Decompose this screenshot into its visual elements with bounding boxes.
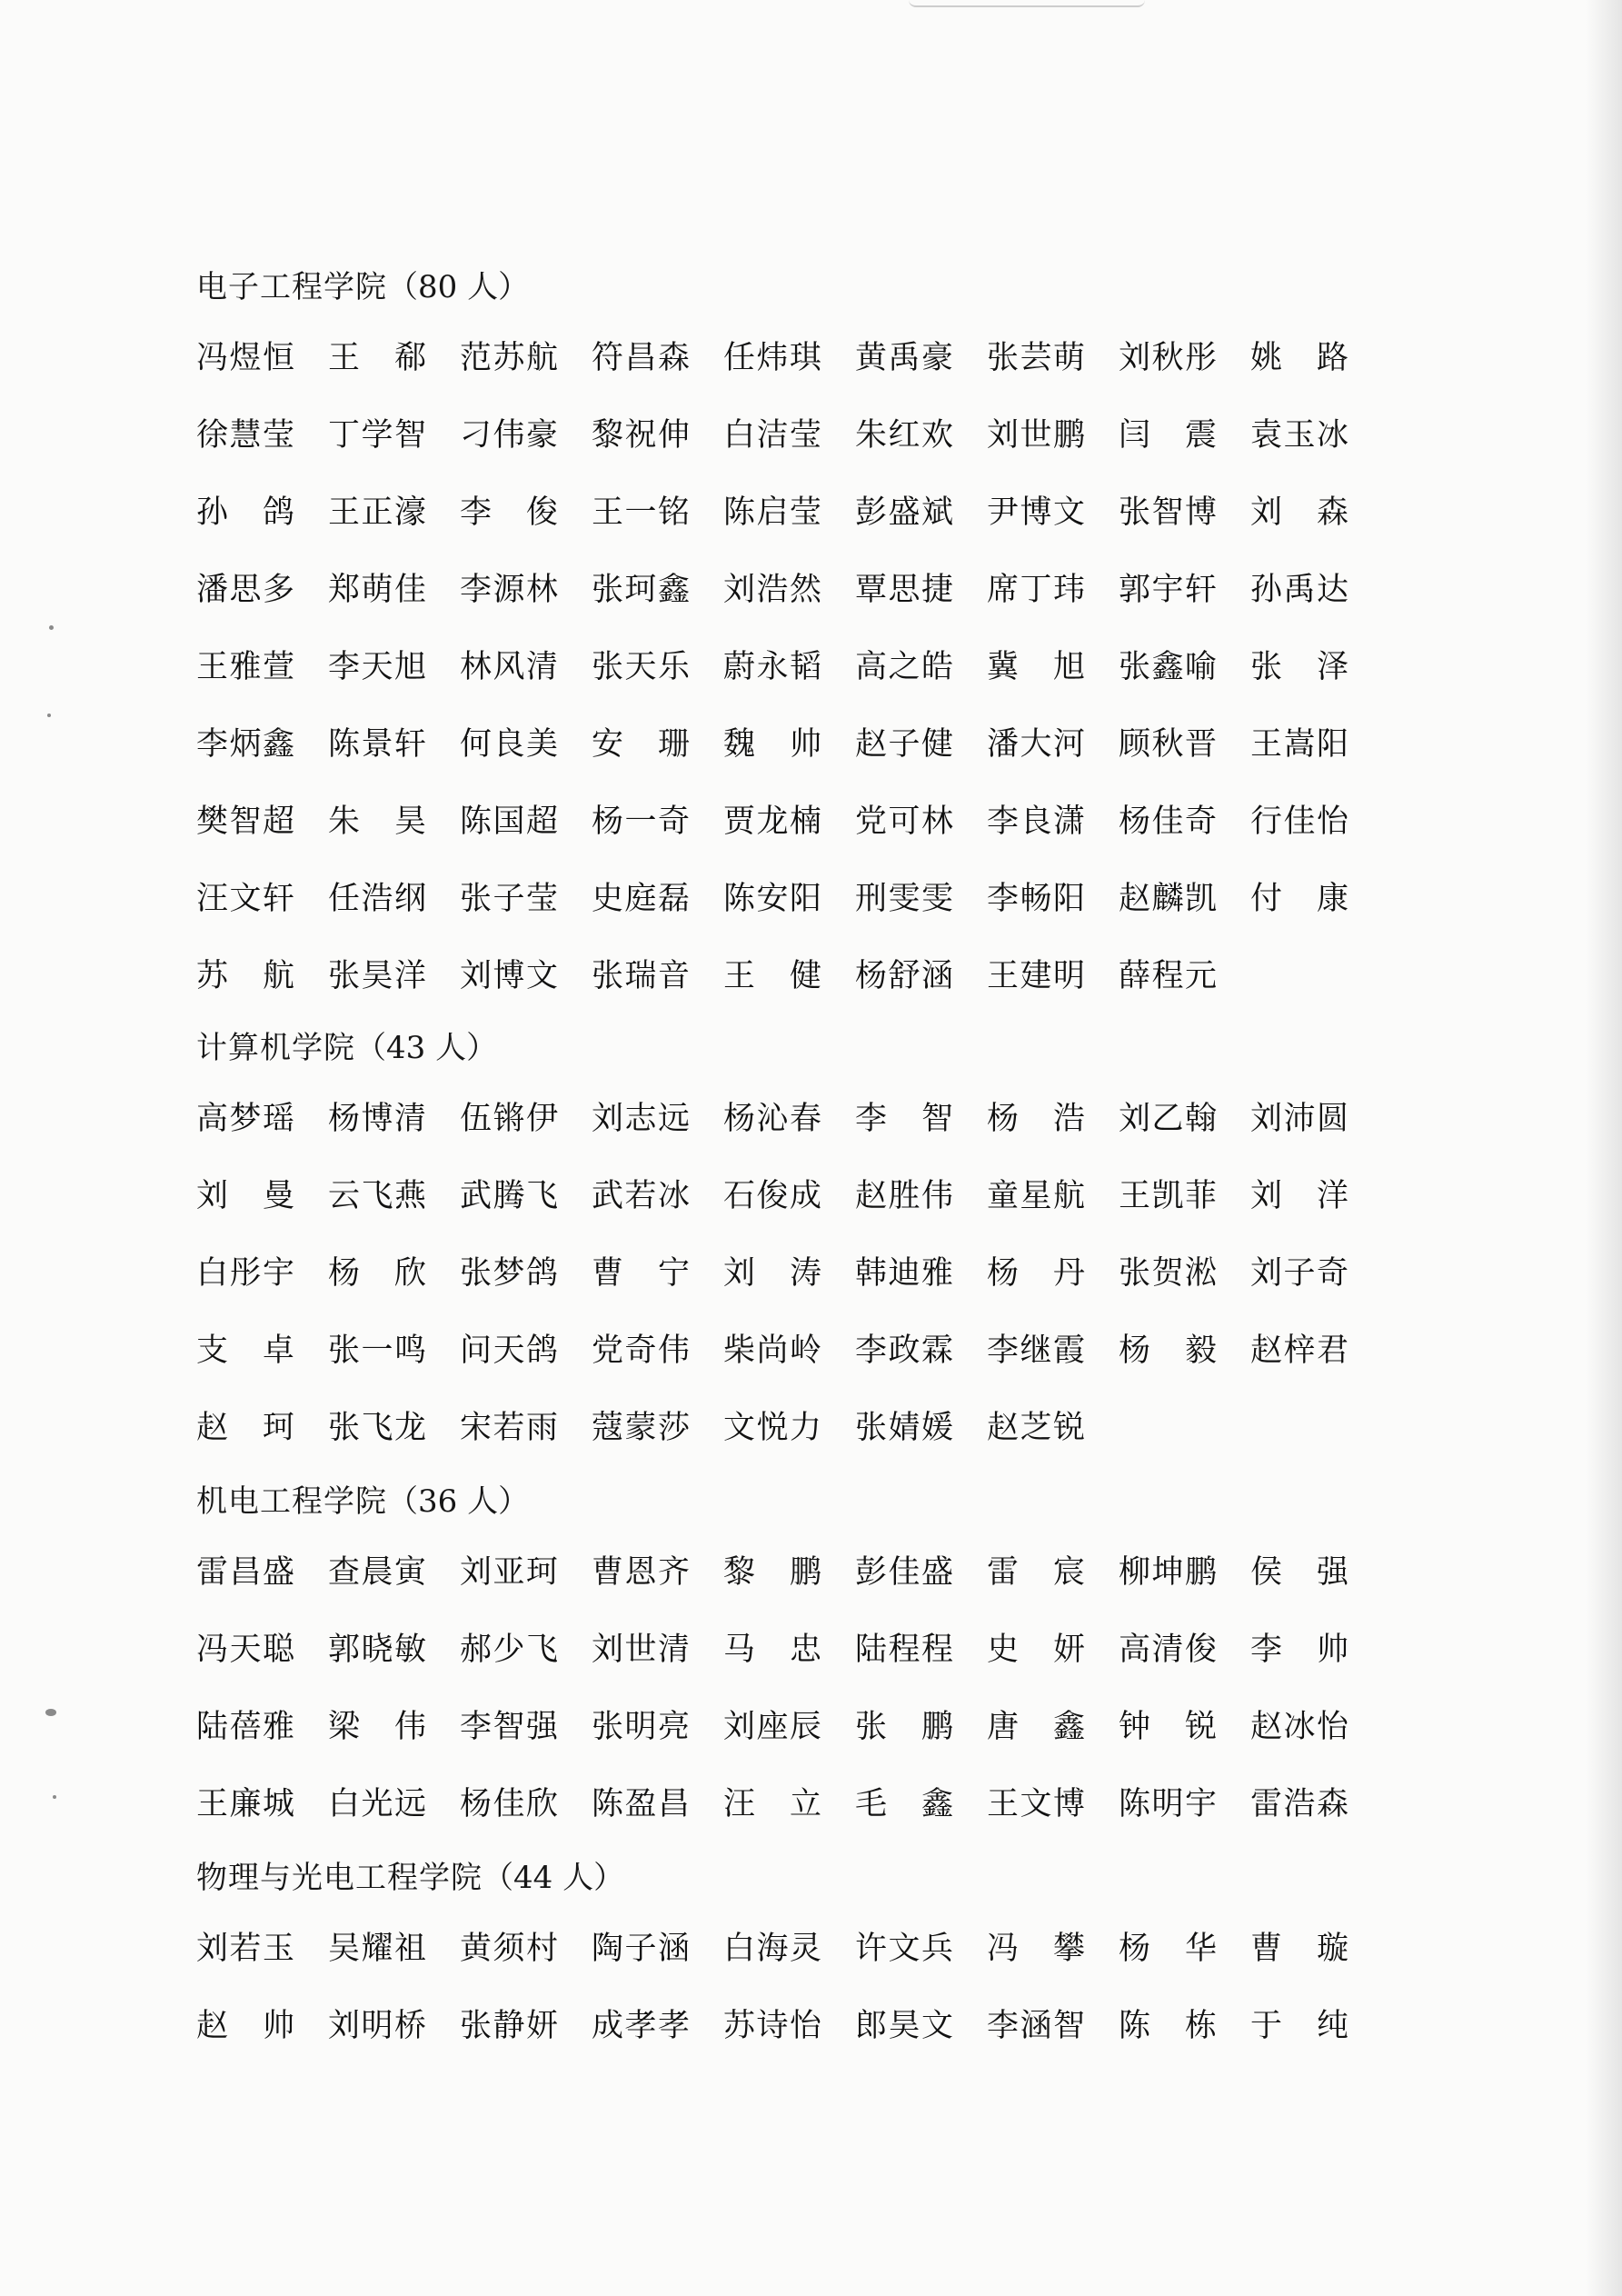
student-name: 陆程程 bbox=[855, 1632, 953, 1668]
student-name: 冯煜恒 bbox=[196, 340, 294, 376]
college-name: 计算机学院 bbox=[196, 1030, 355, 1066]
scan-edge-shadow bbox=[1586, 0, 1622, 2296]
student-name: 杨 欣 bbox=[328, 1255, 426, 1292]
student-name: 雷浩森 bbox=[1250, 1786, 1348, 1822]
student-name: 刘浩然 bbox=[723, 572, 821, 608]
student-name: 李天旭 bbox=[328, 649, 426, 685]
student-name: 张昊洋 bbox=[328, 958, 426, 994]
student-name: 刑雯雯 bbox=[855, 881, 953, 917]
student-name: 张 泽 bbox=[1250, 649, 1348, 685]
name-grid bbox=[196, 1534, 1405, 1843]
student-name: 李继霞 bbox=[987, 1333, 1085, 1369]
student-name: 魏 帅 bbox=[723, 726, 821, 763]
student-name: 冀 旭 bbox=[987, 649, 1085, 685]
student-name: 党可林 bbox=[855, 804, 953, 840]
student-name: 王 郗 bbox=[328, 340, 426, 376]
student-name: 郭晓敏 bbox=[328, 1632, 426, 1668]
student-name: 李源林 bbox=[460, 572, 558, 608]
student-name: 张静妍 bbox=[460, 2008, 558, 2044]
student-name: 白光远 bbox=[328, 1786, 426, 1822]
college-section bbox=[196, 1469, 1405, 1843]
student-name: 刘 涛 bbox=[723, 1255, 821, 1292]
student-name: 张明亮 bbox=[592, 1709, 690, 1745]
student-name: 薛程元 bbox=[1119, 958, 1217, 994]
college-name: 物理与光电工程学院 bbox=[196, 1860, 483, 1896]
student-name: 杨舒涵 bbox=[855, 958, 953, 994]
student-name: 何良美 bbox=[460, 726, 558, 763]
college-heading bbox=[196, 1469, 1405, 1534]
student-name: 范苏航 bbox=[460, 340, 558, 376]
student-name: 云飞燕 bbox=[328, 1178, 426, 1214]
student-name: 苏 航 bbox=[196, 958, 294, 994]
student-name: 王雅萱 bbox=[196, 649, 294, 685]
student-name: 黎 鹏 bbox=[723, 1554, 821, 1591]
student-name: 支 卓 bbox=[196, 1333, 294, 1369]
student-name: 蔚永韬 bbox=[723, 649, 821, 685]
student-name: 行佳怡 bbox=[1250, 804, 1348, 840]
student-name: 武若冰 bbox=[592, 1178, 690, 1214]
student-name: 高清俊 bbox=[1119, 1632, 1217, 1668]
student-name: 樊智超 bbox=[196, 804, 294, 840]
student-name: 高梦瑶 bbox=[196, 1101, 294, 1137]
student-name: 刘沛圆 bbox=[1250, 1101, 1348, 1137]
college-count: （80 人） bbox=[387, 269, 530, 305]
college-heading bbox=[196, 255, 1405, 320]
student-name: 史庭磊 bbox=[592, 881, 690, 917]
student-name: 李炳鑫 bbox=[196, 726, 294, 763]
student-name: 杨 毅 bbox=[1119, 1333, 1217, 1369]
student-name: 马 忠 bbox=[723, 1632, 821, 1668]
student-name: 王一铭 bbox=[592, 494, 690, 531]
student-name: 钟 锐 bbox=[1119, 1709, 1217, 1745]
student-name: 彭佳盛 bbox=[855, 1554, 953, 1591]
student-name: 安 珊 bbox=[592, 726, 690, 763]
student-name: 林风清 bbox=[460, 649, 558, 685]
student-name: 杨一奇 bbox=[592, 804, 690, 840]
student-name: 黄须村 bbox=[460, 1931, 558, 1967]
student-name: 白海灵 bbox=[723, 1931, 821, 1967]
student-name: 刘 森 bbox=[1250, 494, 1348, 531]
student-name: 冯 攀 bbox=[987, 1931, 1085, 1967]
student-name: 彭盛斌 bbox=[855, 494, 953, 531]
student-name: 王建明 bbox=[987, 958, 1085, 994]
student-name: 李 帅 bbox=[1250, 1632, 1348, 1668]
student-name: 刁伟豪 bbox=[460, 417, 558, 454]
student-name: 刘子奇 bbox=[1250, 1255, 1348, 1292]
award-name-list bbox=[196, 255, 1405, 2065]
student-name: 白彤宇 bbox=[196, 1255, 294, 1292]
student-name: 付 康 bbox=[1250, 881, 1348, 917]
student-name: 毛 鑫 bbox=[855, 1786, 953, 1822]
name-grid bbox=[196, 1911, 1405, 2065]
student-name: 宋若雨 bbox=[460, 1410, 558, 1446]
student-name: 郭宇轩 bbox=[1119, 572, 1217, 608]
student-name: 黎祝伸 bbox=[592, 417, 690, 454]
college-section bbox=[196, 1015, 1405, 1467]
student-name: 王文博 bbox=[987, 1786, 1085, 1822]
student-name: 赵芝锐 bbox=[987, 1410, 1085, 1446]
student-name: 成孝孝 bbox=[592, 2008, 690, 2044]
student-name: 孙禹达 bbox=[1250, 572, 1348, 608]
student-name: 张鑫喻 bbox=[1119, 649, 1217, 685]
student-name: 覃思捷 bbox=[855, 572, 953, 608]
scan-speck bbox=[45, 1709, 56, 1716]
student-name: 刘 曼 bbox=[196, 1178, 294, 1214]
student-name: 李畅阳 bbox=[987, 881, 1085, 917]
student-name: 白洁莹 bbox=[723, 417, 821, 454]
student-name: 刘若玉 bbox=[196, 1931, 294, 1967]
student-name: 郑萌佳 bbox=[328, 572, 426, 608]
student-name: 尹博文 bbox=[987, 494, 1085, 531]
student-name: 张智博 bbox=[1119, 494, 1217, 531]
college-section bbox=[196, 1845, 1405, 2065]
college-name: 机电工程学院 bbox=[196, 1483, 387, 1520]
student-name: 赵麟凯 bbox=[1119, 881, 1217, 917]
student-name: 韩迪雅 bbox=[855, 1255, 953, 1292]
student-name: 赵 帅 bbox=[196, 2008, 294, 2044]
student-name: 雷昌盛 bbox=[196, 1554, 294, 1591]
scan-top-mark bbox=[909, 0, 1145, 7]
college-heading bbox=[196, 1015, 1405, 1081]
student-name: 王 健 bbox=[723, 958, 821, 994]
student-name: 陈启莹 bbox=[723, 494, 821, 531]
college-count: （43 人） bbox=[355, 1030, 498, 1066]
student-name: 顾秋晋 bbox=[1119, 726, 1217, 763]
name-grid bbox=[196, 1081, 1405, 1467]
student-name: 李良潇 bbox=[987, 804, 1085, 840]
student-name: 文悦力 bbox=[723, 1410, 821, 1446]
student-name: 张天乐 bbox=[592, 649, 690, 685]
student-name: 杨佳欣 bbox=[460, 1786, 558, 1822]
student-name: 侯 强 bbox=[1250, 1554, 1348, 1591]
student-name: 李政霖 bbox=[855, 1333, 953, 1369]
student-name: 杨博清 bbox=[328, 1101, 426, 1137]
student-name: 冯天聪 bbox=[196, 1632, 294, 1668]
scan-speck bbox=[53, 1795, 56, 1799]
student-name: 童星航 bbox=[987, 1178, 1085, 1214]
student-name: 朱红欢 bbox=[855, 417, 953, 454]
student-name: 陈盈昌 bbox=[592, 1786, 690, 1822]
student-name: 刘世鹏 bbox=[987, 417, 1085, 454]
student-name: 潘大河 bbox=[987, 726, 1085, 763]
student-name: 史 妍 bbox=[987, 1632, 1085, 1668]
student-name: 汪 立 bbox=[723, 1786, 821, 1822]
student-name: 石俊成 bbox=[723, 1178, 821, 1214]
student-name: 张子莹 bbox=[460, 881, 558, 917]
student-name: 许文兵 bbox=[855, 1931, 953, 1967]
student-name: 王廉城 bbox=[196, 1786, 294, 1822]
college-heading bbox=[196, 1845, 1405, 1911]
student-name: 张珂鑫 bbox=[592, 572, 690, 608]
scan-speck bbox=[47, 714, 51, 717]
student-name: 查晨寅 bbox=[328, 1554, 426, 1591]
student-name: 陶子涵 bbox=[592, 1931, 690, 1967]
student-name: 丁学智 bbox=[328, 417, 426, 454]
student-name: 陈 栋 bbox=[1119, 2008, 1217, 2044]
student-name: 刘秋彤 bbox=[1119, 340, 1217, 376]
student-name: 苏诗怡 bbox=[723, 2008, 821, 2044]
student-name: 任炜琪 bbox=[723, 340, 821, 376]
student-name: 党奇伟 bbox=[592, 1333, 690, 1369]
student-name: 王凯菲 bbox=[1119, 1178, 1217, 1214]
student-name: 张婧媛 bbox=[855, 1410, 953, 1446]
student-name: 张芸萌 bbox=[987, 340, 1085, 376]
student-name: 陈景轩 bbox=[328, 726, 426, 763]
student-name: 雷 宸 bbox=[987, 1554, 1085, 1591]
student-name: 杨佳奇 bbox=[1119, 804, 1217, 840]
student-name: 柳坤鹏 bbox=[1119, 1554, 1217, 1591]
student-name: 陈国超 bbox=[460, 804, 558, 840]
student-name: 陈明宇 bbox=[1119, 1786, 1217, 1822]
student-name: 汪文轩 bbox=[196, 881, 294, 917]
student-name: 刘明桥 bbox=[328, 2008, 426, 2044]
student-name: 李智强 bbox=[460, 1709, 558, 1745]
student-name: 梁 伟 bbox=[328, 1709, 426, 1745]
student-name: 蔻蒙莎 bbox=[592, 1410, 690, 1446]
student-name: 李 俊 bbox=[460, 494, 558, 531]
college-count: （36 人） bbox=[387, 1483, 530, 1520]
student-name: 王嵩阳 bbox=[1250, 726, 1348, 763]
student-name: 闫 震 bbox=[1119, 417, 1217, 454]
student-name: 任浩纲 bbox=[328, 881, 426, 917]
student-name: 袁玉冰 bbox=[1250, 417, 1348, 454]
student-name: 席丁玮 bbox=[987, 572, 1085, 608]
student-name: 刘志远 bbox=[592, 1101, 690, 1137]
student-name: 曹 璇 bbox=[1250, 1931, 1348, 1967]
college-count: （44 人） bbox=[483, 1860, 625, 1896]
student-name: 张一鸣 bbox=[328, 1333, 426, 1369]
student-name: 刘乙翰 bbox=[1119, 1101, 1217, 1137]
student-name: 曹恩齐 bbox=[592, 1554, 690, 1591]
student-name: 刘博文 bbox=[460, 958, 558, 994]
student-name: 杨 丹 bbox=[987, 1255, 1085, 1292]
student-name: 郎昊文 bbox=[855, 2008, 953, 2044]
student-name: 柴尚岭 bbox=[723, 1333, 821, 1369]
student-name: 王正濠 bbox=[328, 494, 426, 531]
student-name: 朱 昊 bbox=[328, 804, 426, 840]
student-name: 杨 华 bbox=[1119, 1931, 1217, 1967]
student-name: 杨 浩 bbox=[987, 1101, 1085, 1137]
college-name: 电子工程学院 bbox=[196, 269, 387, 305]
student-name: 张梦鸽 bbox=[460, 1255, 558, 1292]
student-name: 赵梓君 bbox=[1250, 1333, 1348, 1369]
student-name: 刘亚珂 bbox=[460, 1554, 558, 1591]
student-name: 张贺淞 bbox=[1119, 1255, 1217, 1292]
student-name: 问天鸽 bbox=[460, 1333, 558, 1369]
student-name: 张瑞音 bbox=[592, 958, 690, 994]
student-name: 李 智 bbox=[855, 1101, 953, 1137]
student-name: 张 鹏 bbox=[855, 1709, 953, 1745]
student-name: 吴耀祖 bbox=[328, 1931, 426, 1967]
student-name: 赵冰怡 bbox=[1250, 1709, 1348, 1745]
student-name: 刘 洋 bbox=[1250, 1178, 1348, 1214]
student-name: 赵子健 bbox=[855, 726, 953, 763]
student-name: 徐慧莹 bbox=[196, 417, 294, 454]
student-name: 于 纯 bbox=[1250, 2008, 1348, 2044]
student-name: 唐 鑫 bbox=[987, 1709, 1085, 1745]
student-name: 陆蓓雅 bbox=[196, 1709, 294, 1745]
student-name: 伍锵伊 bbox=[460, 1101, 558, 1137]
student-name: 贾龙楠 bbox=[723, 804, 821, 840]
student-name: 赵 珂 bbox=[196, 1410, 294, 1446]
student-name: 曹 宁 bbox=[592, 1255, 690, 1292]
student-name: 武腾飞 bbox=[460, 1178, 558, 1214]
student-name: 黄禹豪 bbox=[855, 340, 953, 376]
name-grid bbox=[196, 320, 1405, 1015]
student-name: 高之皓 bbox=[855, 649, 953, 685]
student-name: 张飞龙 bbox=[328, 1410, 426, 1446]
college-section bbox=[196, 255, 1405, 1015]
student-name: 孙 鸽 bbox=[196, 494, 294, 531]
student-name: 刘世清 bbox=[592, 1632, 690, 1668]
student-name: 刘座辰 bbox=[723, 1709, 821, 1745]
student-name: 潘思多 bbox=[196, 572, 294, 608]
student-name: 陈安阳 bbox=[723, 881, 821, 917]
student-name: 赵胜伟 bbox=[855, 1178, 953, 1214]
scan-speck bbox=[49, 625, 54, 630]
student-name: 杨沁春 bbox=[723, 1101, 821, 1137]
student-name: 李涵智 bbox=[987, 2008, 1085, 2044]
student-name: 符昌森 bbox=[592, 340, 690, 376]
student-name: 郝少飞 bbox=[460, 1632, 558, 1668]
student-name: 姚 路 bbox=[1250, 340, 1348, 376]
